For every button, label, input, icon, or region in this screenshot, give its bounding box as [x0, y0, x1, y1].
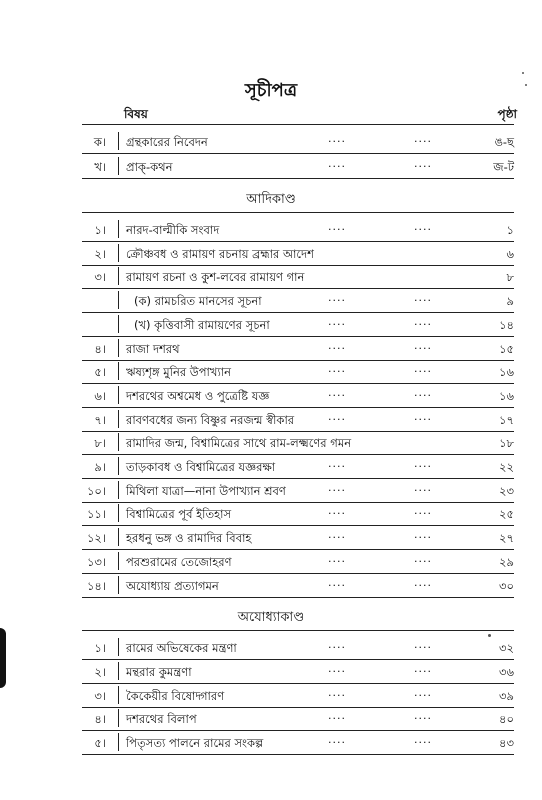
dot-leader: .... — [328, 528, 346, 542]
dot-leader: .... — [414, 314, 432, 328]
entry-title: অযোধ্যায় প্রত্যাগমন — [126, 578, 219, 593]
dot-leader: .... — [414, 480, 432, 494]
toc-row — [0, 155, 542, 179]
entry-number: ৪। — [94, 341, 106, 356]
entry-divider — [118, 433, 119, 451]
entry-divider — [118, 504, 119, 522]
entry-number: ৪। — [94, 712, 106, 727]
entry-page: জ-ট — [493, 160, 514, 174]
entry-title: প্রাক্-কথন — [126, 160, 173, 174]
entry-number: ২। — [94, 246, 106, 261]
entry-number: ৭। — [94, 412, 106, 427]
entry-divider — [118, 481, 119, 499]
dot-leader: .... — [328, 457, 346, 470]
dot-leader: .... — [328, 480, 346, 494]
toc-row — [0, 526, 542, 550]
dot-leader: .... — [414, 362, 432, 376]
entry-title: পিতৃসত্য পালনে রামের সংকল্প — [126, 736, 264, 751]
entry-page: ২৭ — [499, 531, 514, 546]
entry-page: ১ — [506, 223, 514, 237]
dot-leader: .... — [414, 528, 432, 542]
row-rule — [82, 597, 514, 598]
dot-leader: .... — [414, 551, 432, 565]
page-title: সূচীপত্র — [244, 80, 298, 101]
dot-leader: .... — [414, 709, 432, 723]
entry-divider — [118, 457, 119, 475]
dot-leader: .... — [414, 638, 432, 651]
dot-leader: .... — [328, 157, 346, 170]
toc-row — [0, 636, 542, 660]
entry-title: রামায়ণ রচনা ও কুশ-লবের রামায়ণ গান — [126, 270, 305, 285]
toc-row — [0, 684, 542, 708]
dot-leader: .... — [328, 338, 346, 352]
speck — [488, 634, 491, 637]
entry-number: ৫। — [94, 736, 106, 751]
entry-page: ২৫ — [499, 507, 514, 522]
toc-row — [0, 289, 542, 313]
entry-number: ১০। — [86, 483, 106, 498]
entry-page: ১৭ — [499, 412, 514, 427]
entry-page: ঙ-ছ — [494, 135, 514, 149]
dot-leader: .... — [414, 504, 432, 518]
entry-title: হরধনু ভঙ্গ ও রামাদির বিবাহ — [126, 531, 252, 546]
entry-page: ৬ — [506, 246, 514, 261]
dot-leader: .... — [328, 409, 346, 423]
entry-page: ২৩ — [499, 483, 514, 498]
section-title-ayodhyakanda: অযোধ্যাকাণ্ড — [237, 610, 305, 625]
entry-page: ২৯ — [499, 554, 514, 569]
dot-leader: .... — [414, 157, 432, 170]
entry-number: ৬। — [94, 388, 106, 403]
dot-leader: .... — [414, 132, 432, 145]
entry-title: দশরথের বিলাপ — [126, 712, 197, 727]
entry-number: ৯। — [94, 460, 106, 474]
entry-divider — [118, 220, 119, 238]
entry-number: ১৪। — [86, 578, 106, 593]
entry-title: রাবণবধের জন্য বিষ্ণুর নরজন্ম স্বীকার — [126, 412, 295, 427]
entry-page: ৩২ — [499, 641, 514, 655]
dot-leader: .... — [328, 575, 346, 589]
dot-leader: .... — [414, 661, 432, 675]
toc-row — [0, 660, 542, 684]
entry-number: ১। — [94, 223, 106, 237]
toc-row — [0, 502, 542, 526]
entry-number: ৮। — [94, 436, 106, 451]
toc-row — [0, 360, 542, 384]
entry-divider — [118, 528, 119, 546]
entry-page: ৩০ — [499, 578, 514, 593]
entry-divider — [118, 244, 119, 262]
entry-divider — [118, 638, 119, 656]
entry-page: ১৪ — [499, 317, 514, 332]
entry-page: ১৬ — [499, 388, 514, 403]
entry-title: (ক) রামচরিত মানসের সূচনা — [134, 294, 262, 309]
dot-leader: .... — [328, 661, 346, 675]
toc-row — [0, 479, 542, 503]
column-header-subject: বিষয় — [124, 107, 148, 121]
entry-number: ৫। — [94, 365, 106, 380]
entry-page: ৪০ — [499, 712, 514, 727]
section-rule — [82, 630, 514, 631]
entry-divider — [118, 686, 119, 704]
toc-row — [0, 130, 542, 154]
entry-divider — [118, 662, 119, 680]
dot-leader: .... — [414, 685, 432, 699]
toc-row — [0, 707, 542, 731]
entry-divider — [118, 576, 119, 594]
row-rule — [82, 178, 514, 179]
toc-row — [0, 731, 542, 755]
dot-leader: .... — [328, 733, 346, 747]
dot-leader: .... — [414, 220, 432, 233]
page-edge-mark — [0, 628, 6, 688]
entry-page: ২২ — [499, 460, 514, 474]
entry-page: ১৮ — [499, 436, 514, 451]
section-rule — [82, 212, 514, 213]
entry-page: ৯ — [506, 294, 514, 309]
entry-divider — [118, 157, 119, 175]
entry-page: ১৫ — [499, 341, 514, 356]
dot-leader: .... — [328, 685, 346, 699]
entry-number: ক। — [93, 135, 106, 149]
entry-title: মন্থরার কুমন্ত্রণা — [126, 664, 192, 679]
entry-title: রাজা দশরথ — [126, 341, 180, 356]
entry-divider — [118, 386, 119, 404]
speck — [522, 72, 524, 74]
entry-page: ৪৩ — [499, 736, 514, 751]
entry-divider — [118, 291, 119, 309]
toc-row — [0, 265, 542, 289]
entry-number: ১৩। — [86, 554, 106, 569]
entry-number: ৩। — [94, 270, 106, 285]
row-rule — [82, 754, 514, 755]
dot-leader: .... — [328, 314, 346, 328]
entry-title: দশরথের অশ্বমেধ ও পুত্রেষ্টি যজ্ঞ — [126, 388, 270, 403]
entry-number: ৩। — [94, 688, 106, 703]
entry-title: পরশুরামের তেজোহরণ — [126, 554, 232, 569]
dot-leader: .... — [414, 409, 432, 423]
entry-title: তাড়কাবধ ও বিশ্বামিত্রের যজ্ঞরক্ষা — [126, 460, 276, 474]
entry-divider — [118, 709, 119, 727]
entry-title: কৈকেয়ীর বিষোদ্গারণ — [126, 688, 225, 703]
toc-row — [0, 455, 542, 479]
entry-page: ৩৯ — [499, 688, 514, 703]
entry-title: রামাদির জন্ম, বিশ্বামিত্রের সাথে রাম-লক্ষ্মণের গমন — [126, 436, 352, 451]
dot-leader: .... — [328, 291, 346, 305]
entry-divider — [118, 339, 119, 357]
dot-leader: .... — [328, 220, 346, 233]
entry-number: ২। — [94, 664, 106, 679]
entry-divider — [118, 132, 119, 150]
dot-leader: .... — [414, 338, 432, 352]
entry-page: ৮ — [506, 270, 514, 285]
toc-row — [0, 313, 542, 337]
toc-row — [0, 550, 542, 574]
toc-row — [0, 242, 542, 266]
entry-page: ৩৬ — [499, 664, 514, 679]
column-header-page: পৃষ্ঠা — [497, 107, 517, 121]
entry-page: ১৬ — [499, 365, 514, 380]
entry-divider — [118, 315, 119, 333]
toc-row — [0, 337, 542, 361]
entry-number: ১২। — [86, 531, 106, 546]
dot-leader: .... — [328, 362, 346, 376]
entry-title: বিশ্বামিত্রের পূর্ব ইতিহাস — [126, 507, 232, 522]
header-rule — [82, 124, 514, 125]
toc-row — [0, 384, 542, 408]
entry-title: গ্রন্থকারের নিবেদন — [126, 135, 208, 149]
entry-divider — [118, 267, 119, 285]
dot-leader: .... — [414, 575, 432, 589]
dot-leader: .... — [414, 733, 432, 747]
entry-title: (খ) কৃত্তিবাসী রামায়ণের সূচনা — [134, 317, 270, 332]
dot-leader: .... — [414, 457, 432, 470]
entry-title: ক্রৌঞ্চবধ ও রামায়ণ রচনায় ব্রহ্মার আদেশ — [126, 246, 314, 261]
dot-leader: .... — [328, 709, 346, 723]
entry-divider — [118, 362, 119, 380]
entry-number: খ। — [94, 160, 106, 174]
toc-row — [0, 431, 542, 455]
dot-leader: .... — [414, 385, 432, 399]
entry-number: ১১। — [86, 507, 106, 522]
entry-number: ১। — [94, 641, 106, 655]
dot-leader: .... — [328, 551, 346, 565]
toc-row — [0, 218, 542, 242]
toc-row — [0, 574, 542, 598]
entry-title: মিথিলা যাত্রা—নানা উপাখ্যান শ্রবণ — [126, 483, 286, 498]
dot-leader: .... — [414, 291, 432, 305]
entry-divider — [118, 552, 119, 570]
entry-title: নারদ-বাল্মীকি সংবাদ — [126, 223, 220, 237]
toc-row — [0, 408, 542, 432]
entry-title: ঋষ্যশৃঙ্গ মুনির উপাখ্যান — [126, 365, 231, 380]
dot-leader: .... — [328, 638, 346, 651]
dot-leader: .... — [328, 504, 346, 518]
entry-divider — [118, 733, 119, 751]
row-rule — [82, 153, 514, 154]
dot-leader: .... — [328, 132, 346, 145]
entry-title: রামের অভিষেকের মন্ত্রণা — [126, 641, 237, 655]
dot-leader: .... — [328, 385, 346, 399]
entry-divider — [118, 410, 119, 428]
speck — [525, 84, 527, 86]
section-title-adikanda: আদিকাণ্ড — [246, 192, 296, 207]
